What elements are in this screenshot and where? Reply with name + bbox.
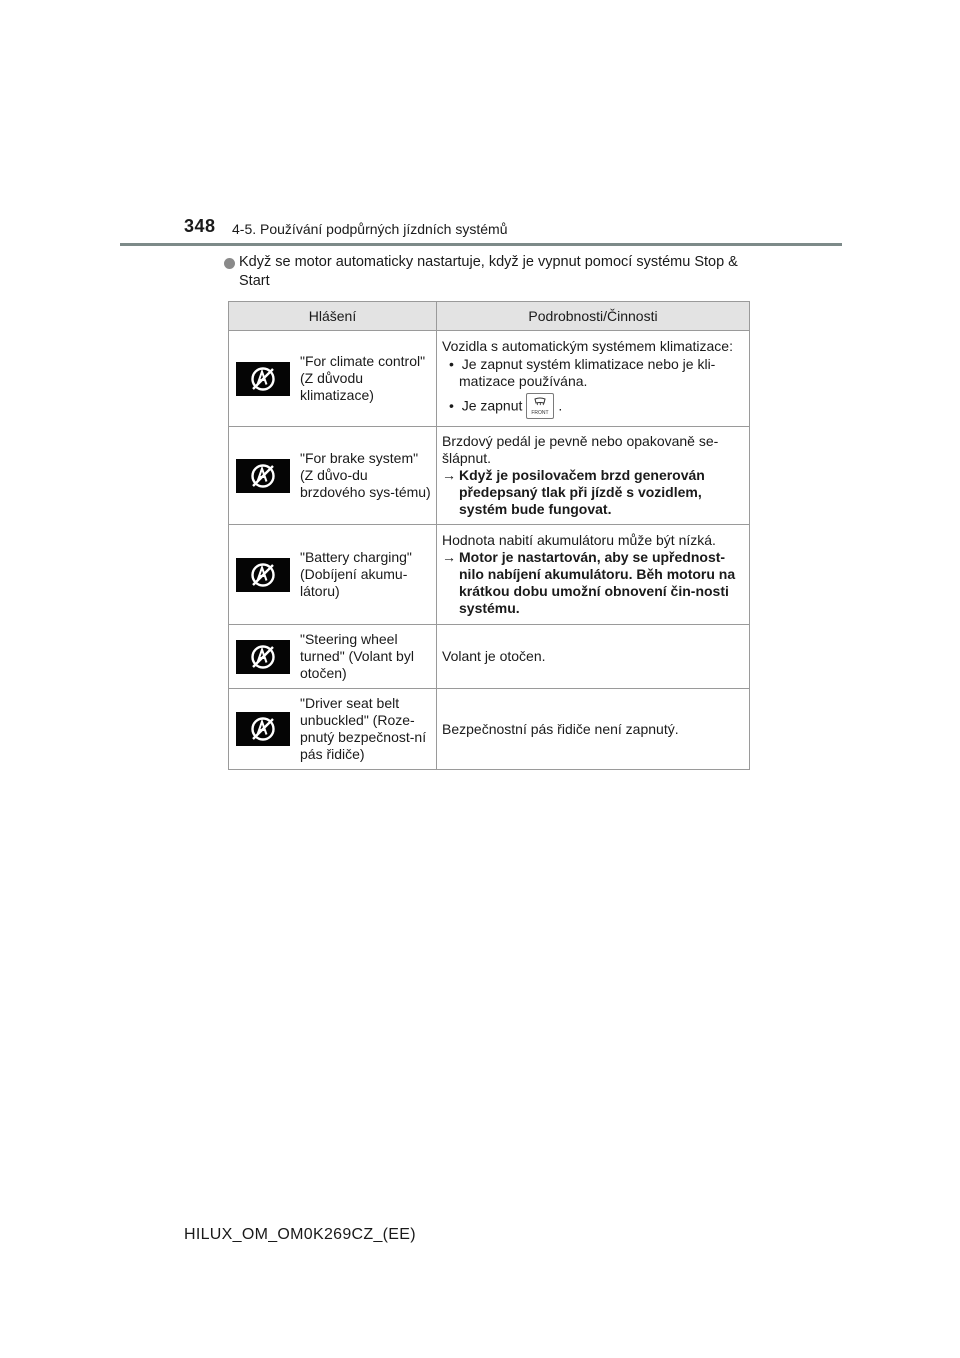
table-row	[229, 525, 750, 625]
detail-action: Když je posilovačem brzd generován předepsaný tlak při jízdě s vozidlem, systém bude fungovat.	[459, 467, 705, 517]
detail-intro: Vozidla s automatickým systémem klimatizace:	[442, 337, 733, 354]
message-text: "Steering wheel turned" (Volant byl otočen)	[300, 631, 414, 681]
details-cell	[437, 331, 750, 427]
header-message: Hlášení	[229, 302, 437, 331]
stop-start-disabled-icon	[236, 640, 290, 674]
detail-intro: Volant je otočen.	[442, 648, 546, 664]
front-defroster-icon	[526, 393, 554, 419]
message-text: "For climate control" (Z důvodu klimatizace)	[300, 353, 426, 403]
message-cell	[229, 689, 437, 770]
bullet-dot-icon	[224, 258, 235, 269]
stop-start-disabled-icon	[236, 362, 290, 396]
table-row	[229, 331, 750, 427]
arrow-icon: →	[442, 467, 456, 483]
stop-start-disabled-icon	[236, 712, 290, 746]
stop-start-disabled-icon	[236, 459, 290, 493]
detail-intro: Hodnota nabití akumulátoru může být nízká.	[442, 532, 716, 548]
message-cell	[229, 331, 437, 427]
front-icon-label: FRONT	[531, 409, 550, 416]
header-details: Podrobnosti/Činnosti	[437, 302, 750, 331]
detail-bullet: Je zapnut	[461, 397, 523, 414]
table-row	[229, 689, 750, 770]
details-cell	[437, 427, 750, 525]
detail-intro: Bezpečnostní pás řidiče není zapnutý.	[442, 720, 679, 737]
message-table	[228, 301, 750, 770]
header-divider	[120, 243, 842, 246]
table-row	[229, 625, 750, 689]
bullet-symbol: •	[449, 355, 454, 372]
bullet-symbol: •	[449, 397, 454, 414]
section-title: 4-5. Používání podpůrných jízdních systémů	[232, 221, 508, 237]
message-cell	[229, 525, 437, 625]
intro-bullet-text: Když se motor automaticky nastartuje, když je vypnut pomocí systému Stop & Start	[239, 254, 738, 289]
document-code: HILUX_OM_OM0K269CZ_(EE)	[184, 1226, 416, 1243]
message-text: "Driver seat belt unbuckled" (Roze-pnutý bezpečnost-ní pás řidiče)	[300, 695, 427, 762]
detail-intro: Brzdový pedál je pevně nebo opakovaně se-šlápnut.	[442, 433, 719, 466]
message-text: "Battery charging" (Dobíjení akumu-látoru)	[300, 549, 412, 599]
detail-action: Motor je nastartován, aby se upřednost-nilo nabíjení akumulátoru. Běh motoru na krátkou dobu umožní obnovení čin-nosti systému.	[459, 549, 736, 616]
details-cell	[437, 689, 750, 770]
message-cell	[229, 625, 437, 689]
stop-start-disabled-icon	[236, 558, 290, 592]
details-cell	[437, 625, 750, 689]
details-cell	[437, 525, 750, 625]
message-cell	[229, 427, 437, 525]
page-number: 348	[184, 216, 216, 236]
table-row	[229, 427, 750, 525]
message-text: "For brake system" (Z důvo-du brzdového sys-tému)	[300, 450, 431, 500]
detail-bullet-suffix: .	[558, 397, 563, 414]
table-header-row	[229, 302, 750, 331]
arrow-icon: →	[442, 549, 456, 565]
detail-bullet: Je zapnut systém klimatizace nebo je kli-matizace používána.	[459, 355, 716, 389]
